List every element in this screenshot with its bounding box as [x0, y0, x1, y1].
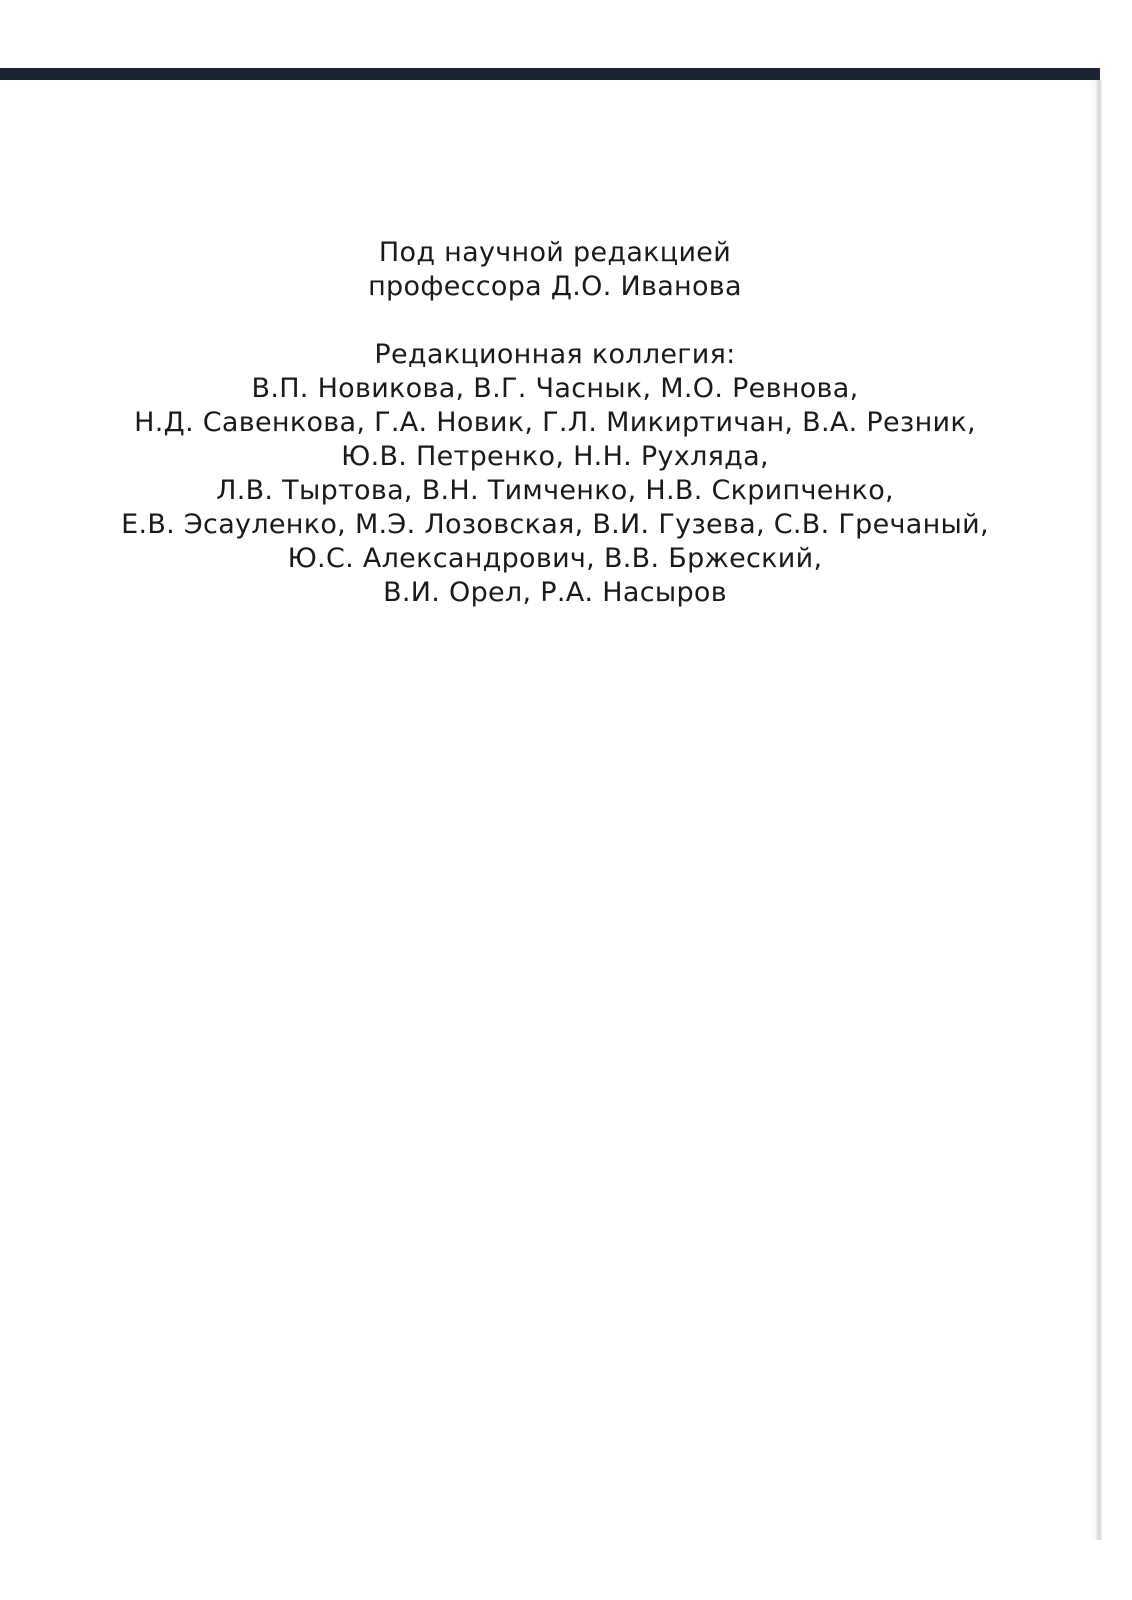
editorial-board-line: Л.В. Тыртова, В.Н. Тимченко, Н.В. Скрипченко,: [216, 475, 894, 506]
editorial-board-line: Ю.С. Александрович, В.В. Бржеский,: [287, 543, 823, 574]
editorial-board-line: Н.Д. Савенкова, Г.А. Новик, Г.Л. Микиртичан, В.А. Резник,: [134, 407, 976, 438]
editorial-board-line: Ю.В. Петренко, Н.Н. Рухляда,: [341, 441, 769, 472]
editorial-board-line: В.И. Орел, Р.А. Насыров: [383, 577, 727, 608]
editorial-board-line: В.П. Новикова, В.Г. Часнык, М.О. Ревнова,: [251, 373, 859, 404]
editor-line-1: Под научной редакцией: [378, 237, 732, 268]
editorial-board-heading: Редакционная коллегия:: [374, 339, 736, 370]
editorial-board-line: Е.В. Эсауленко, М.Э. Лозовская, В.И. Гузева, С.В. Гречаный,: [121, 509, 989, 540]
top-border-band: [0, 68, 1100, 80]
page-right-edge: [1096, 80, 1102, 1540]
editor-line-2: профессора Д.О. Иванова: [368, 271, 742, 302]
title-page-text: [60, 236, 1050, 610]
editorial-board-block: [60, 338, 1050, 610]
scientific-editor-block: [60, 236, 1050, 304]
